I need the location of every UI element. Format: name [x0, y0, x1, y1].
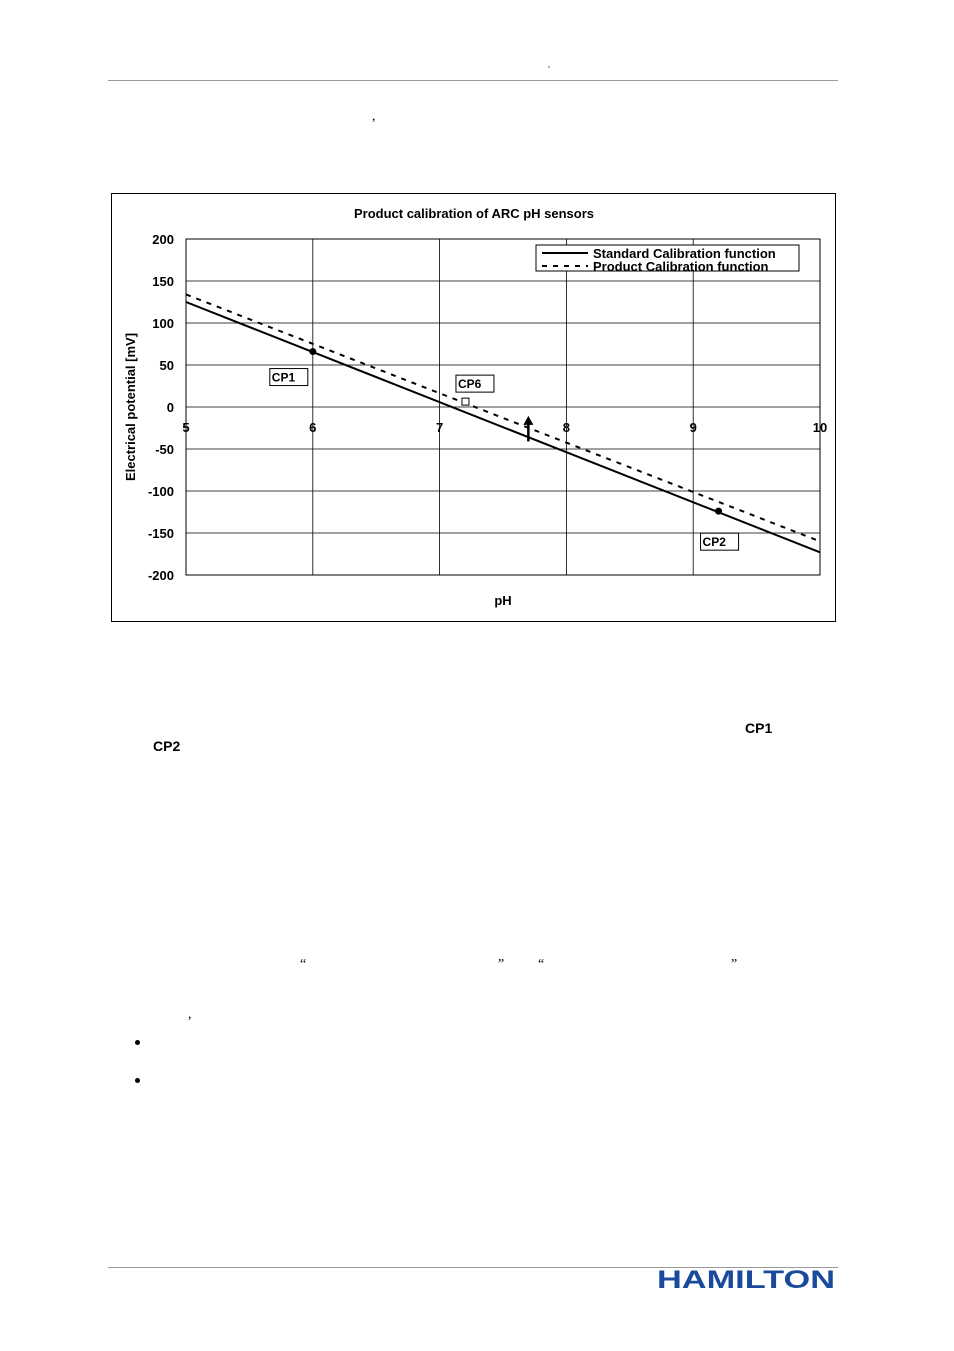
bullet-1 — [135, 1040, 140, 1045]
cp6-marker — [462, 398, 469, 405]
x-tick-label: 5 — [182, 420, 190, 435]
cp6-label: CP6 — [457, 377, 482, 392]
x-tick-label: 8 — [562, 420, 571, 435]
cp1-label: CP1 — [271, 370, 296, 385]
x-tick-label: 7 — [435, 420, 444, 435]
quote-open-1: “ — [300, 957, 307, 972]
x-tick-label: 9 — [689, 420, 697, 435]
chart-svg — [112, 194, 837, 623]
y-tick-label: 150 — [152, 274, 174, 289]
intro-mark: , — [372, 109, 376, 124]
chart-title: Product calibration of ARC pH sensors — [353, 206, 595, 221]
y-tick-label: 100 — [152, 316, 174, 331]
x-tick-label: 6 — [309, 420, 317, 435]
legend-entry: Product Calibration function — [593, 259, 769, 274]
header-mark: , — [548, 60, 550, 69]
cp2-marker — [715, 508, 722, 515]
cp2-label: CP2 — [702, 535, 726, 550]
y-tick-label: 0 — [166, 400, 174, 415]
cp1-marker — [309, 348, 316, 355]
y-tick-label: 50 — [159, 358, 174, 373]
quote-close-2: ” — [731, 957, 738, 972]
cp1-label: CP1 — [745, 720, 773, 736]
header-rule — [108, 80, 838, 81]
legend-entry: Standard Calibration function — [593, 246, 776, 261]
y-axis-label: Electrical potential [mV] — [123, 332, 138, 482]
comma-mark: , — [188, 1007, 192, 1022]
x-tick-label: 10 — [812, 420, 828, 435]
y-tick-label: -200 — [147, 568, 174, 583]
y-tick-label: 200 — [152, 232, 174, 247]
x-axis-label: pH — [494, 593, 512, 608]
y-tick-label: -150 — [147, 526, 174, 541]
cp2-label: CP2 — [153, 738, 181, 754]
calibration-chart — [111, 193, 836, 622]
hamilton-logo — [657, 1264, 837, 1294]
quote-close-1: ” — [498, 957, 505, 972]
quote-open-2: “ — [538, 957, 545, 972]
y-tick-label: -50 — [155, 442, 174, 457]
bullet-2 — [135, 1078, 140, 1083]
y-tick-label: -100 — [147, 484, 174, 499]
logo-text: HAMILTON — [657, 1266, 835, 1294]
